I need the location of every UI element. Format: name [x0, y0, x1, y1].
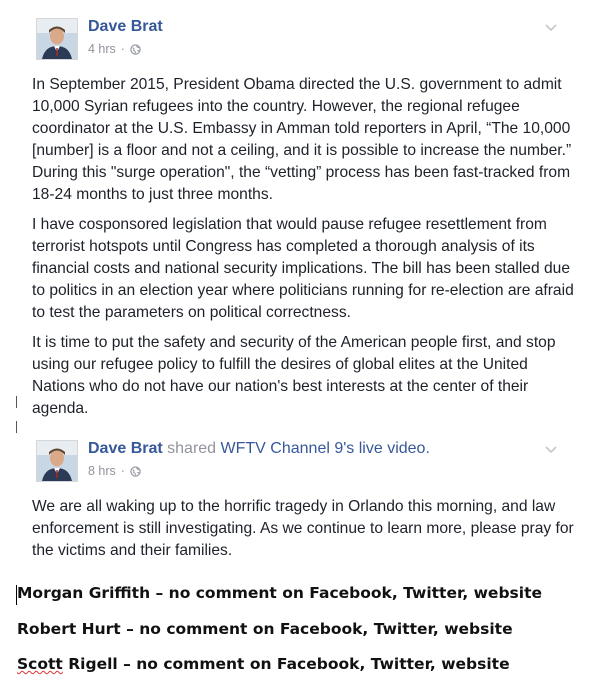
avatar[interactable]	[36, 18, 78, 60]
note-line: Morgan Griffith – no comment on Facebook, Twitter, website	[17, 584, 543, 602]
post-body	[32, 496, 577, 570]
facebook-post-2	[18, 430, 595, 570]
post-paragraph: I have cosponsored legislation that would pause refugee resettlement from terrorist hotspots until Congress has completed a thorough analysis of its financial costs and national security implications. The bill has been stalled due to politics in an election year where politicians running for re-election are afraid to test the parameters on political correctness.	[32, 216, 574, 321]
post-author[interactable]: Dave Brat	[88, 18, 163, 35]
post-body	[32, 74, 577, 428]
post-author[interactable]: Dave Brat	[88, 440, 163, 457]
misspelled-word: Scott	[17, 655, 63, 673]
chevron-down-icon[interactable]	[545, 20, 557, 35]
separator-dot: ·	[120, 464, 125, 478]
facebook-post-1	[18, 8, 595, 417]
chevron-down-icon[interactable]	[545, 442, 557, 457]
post-timestamp[interactable]: 8 hrs	[88, 464, 116, 478]
separator-dot: ·	[120, 42, 125, 56]
avatar[interactable]	[36, 440, 78, 482]
post-timestamp[interactable]: 4 hrs	[88, 42, 116, 56]
post-paragraph: We are all waking up to the horrific tragedy in Orlando this morning, and law enforcement is still investigating. As we continue to learn more, please pray for the victims and their families.	[32, 498, 574, 559]
post-paragraph: In September 2015, President Obama directed the U.S. government to admit 10,000 Syrian refugees into the country. However, the regional refugee coordinator at the U.S. Embassy in Amman told reporters in April, “The 10,000 [number] is a floor and not a ceiling, and it is possible to increase the number.” During this "surge operation", the “vetting” process has been fast-tracked from 18-24 months to just three months.	[32, 76, 572, 203]
post-paragraph: It is time to put the safety and security of the American people first, and stop using our refugee policy to fulfill the desires of global elites at the United Nations who do not have our nation's best interests at the center of their agenda.	[32, 334, 556, 417]
profile-photo	[37, 441, 77, 481]
note-line	[17, 655, 510, 673]
divider-mark	[16, 396, 17, 408]
shared-source-link[interactable]: WFTV Channel 9's live video.	[220, 440, 430, 457]
note-line-text: Rigell – no comment on Facebook, Twitter, website	[68, 655, 510, 673]
profile-photo	[37, 19, 77, 59]
globe-icon[interactable]	[130, 466, 141, 477]
note-line: Robert Hurt – no comment on Facebook, Twitter, website	[17, 620, 513, 638]
globe-icon[interactable]	[130, 44, 141, 55]
divider-mark	[16, 421, 17, 433]
shared-label: shared	[167, 440, 217, 457]
